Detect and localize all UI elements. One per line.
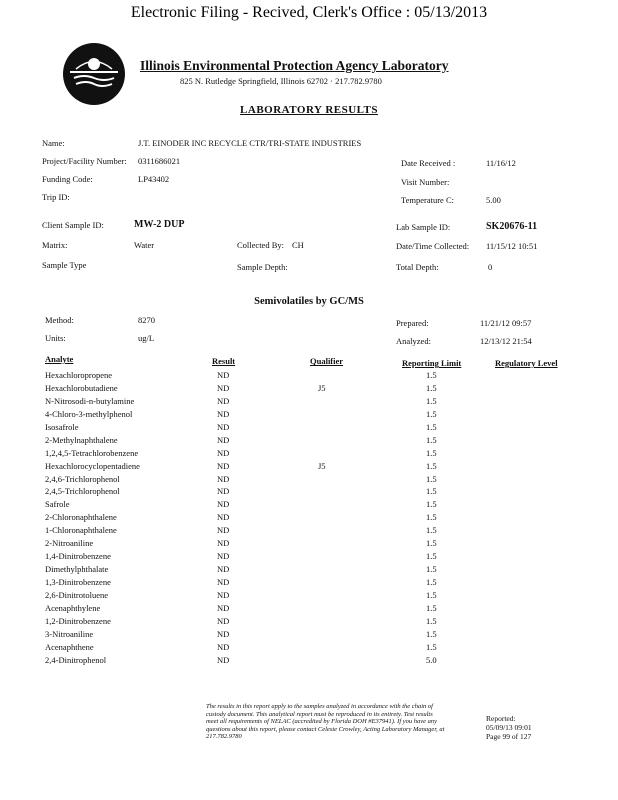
result-cell: ND <box>217 577 230 587</box>
lab-sample-label: Lab Sample ID: <box>396 222 451 232</box>
document-title: LABORATORY RESULTS <box>240 104 378 116</box>
agency-name: Illinois Environmental Protection Agency Laboratory <box>140 58 449 73</box>
result-cell: ND <box>217 615 230 626</box>
page-number: Page 99 of 127 <box>486 732 532 741</box>
reporting-limit-cell: 1.5 <box>426 589 437 600</box>
lab-sample-value: SK20676-11 <box>486 221 538 232</box>
reporting-limit-cell: 1.5 <box>426 434 437 445</box>
units-label: Units: <box>45 333 66 343</box>
method-label: Method: <box>45 315 74 325</box>
table-row <box>0 474 618 487</box>
header-analyte: Analyte <box>45 354 74 364</box>
result-cell: ND <box>217 395 230 406</box>
reporting-limit-cell: 1.5 <box>426 499 437 510</box>
visit-label: Visit Number: <box>401 177 450 187</box>
temperature-value: 5.00 <box>486 195 501 205</box>
result-cell: ND <box>217 551 230 562</box>
reporting-limit-cell: 1.5 <box>426 564 437 575</box>
client-sample-value: MW-2 DUP <box>134 219 185 230</box>
table-row <box>0 370 618 383</box>
table-row <box>0 642 618 655</box>
reporting-limit-cell: 1.5 <box>426 395 437 406</box>
temperature-label: Temperature C: <box>401 195 454 205</box>
table-row <box>0 383 618 396</box>
table-row <box>0 435 618 448</box>
date-collected-label: Date/Time Collected: <box>396 241 470 251</box>
result-cell: ND <box>217 538 230 549</box>
table-row <box>0 396 618 409</box>
analyte-cell: Isosafrole <box>45 421 79 432</box>
funding-label: Funding Code: <box>42 174 93 184</box>
result-cell: ND <box>217 628 230 639</box>
analyzed-value: 12/13/12 21:54 <box>480 336 532 346</box>
reporting-limit-cell: 5.0 <box>426 654 437 665</box>
date-received-value: 11/16/12 <box>486 158 516 168</box>
analyzed-label: Analyzed: <box>396 336 431 346</box>
analyte-cell: Hexachlorocyclopentadiene <box>45 460 140 471</box>
reporting-limit-cell: 1.5 <box>426 421 437 432</box>
result-cell: ND <box>217 421 230 432</box>
analyte-cell: 2,4-Dinitrophenol <box>45 654 107 665</box>
prepared-label: Prepared: <box>396 318 429 328</box>
method-value: 8270 <box>138 315 155 325</box>
project-value: 0311686021 <box>138 156 181 166</box>
results-table <box>0 370 618 668</box>
funding-value: LP43402 <box>138 174 170 184</box>
table-row <box>0 538 618 551</box>
table-row <box>0 448 618 461</box>
reporting-limit-cell: 1.5 <box>426 512 437 523</box>
analyte-cell: 4-Chloro-3-methylphenol <box>45 408 133 419</box>
analyte-cell: 2-Nitroaniline <box>45 538 94 549</box>
analyte-cell: 2,4,5-Trichlorophenol <box>45 486 120 497</box>
sample-depth-label: Sample Depth: <box>237 262 288 272</box>
result-cell: ND <box>217 370 230 380</box>
report-footer <box>486 714 576 741</box>
qualifier-cell: J5 <box>318 382 326 393</box>
table-row <box>0 603 618 616</box>
reporting-limit-cell: 1.5 <box>426 577 437 587</box>
result-cell: ND <box>217 382 230 393</box>
analyte-cell: 1,4-Dinitrobenzene <box>45 551 111 562</box>
reporting-limit-cell: 1.5 <box>426 460 437 471</box>
reporting-limit-cell: 1.5 <box>426 525 437 536</box>
table-row <box>0 512 618 525</box>
analyte-cell: 3-Nitroaniline <box>45 628 94 639</box>
reported-label: Reported: <box>486 714 516 723</box>
prepared-value: 11/21/12 09:57 <box>480 318 532 328</box>
analyte-cell: Dimethylphthalate <box>45 564 109 575</box>
agency-address: 825 N. Rutledge Springfield, Illinois 62702 · 217.782.9780 <box>180 76 382 86</box>
table-row <box>0 499 618 512</box>
matrix-label: Matrix: <box>42 240 68 250</box>
result-cell: ND <box>217 434 230 445</box>
result-cell: ND <box>217 654 230 665</box>
date-received-label: Date Received : <box>401 158 456 168</box>
result-cell: ND <box>217 408 230 419</box>
reporting-limit-cell: 1.5 <box>426 641 437 652</box>
header-result: Result <box>212 356 236 366</box>
table-row <box>0 590 618 603</box>
analyte-cell: 2-Chloronaphthalene <box>45 512 117 523</box>
name-value: J.T. EINODER INC RECYCLE CTR/TRI-STATE INDUSTRIES <box>138 138 362 148</box>
result-cell: ND <box>217 473 230 484</box>
table-row <box>0 486 618 499</box>
reporting-limit-cell: 1.5 <box>426 538 437 549</box>
units-value: ug/L <box>138 333 155 343</box>
table-row <box>0 551 618 564</box>
table-row <box>0 655 618 668</box>
result-cell: ND <box>217 589 230 600</box>
table-row <box>0 616 618 629</box>
agency-seal-icon <box>62 42 126 106</box>
reporting-limit-cell: 1.5 <box>426 408 437 419</box>
result-cell: ND <box>217 512 230 523</box>
reporting-limit-cell: 1.5 <box>426 382 437 393</box>
header-regulatory-level: Regulatory Level <box>495 358 558 368</box>
header-reporting-limit: Reporting Limit <box>402 358 462 368</box>
trip-label: Trip ID: <box>42 192 70 202</box>
result-cell: ND <box>217 460 230 471</box>
reporting-limit-cell: 1.5 <box>426 628 437 639</box>
analyte-cell: 1,2-Dinitrobenzene <box>45 615 111 626</box>
project-label: Project/Facility Number: <box>42 156 127 166</box>
analyte-cell: 1,2,4,5-Tetrachlorobenzene <box>45 447 139 458</box>
collected-by-label: Collected By: <box>237 240 284 250</box>
reporting-limit-cell: 1.5 <box>426 551 437 562</box>
table-row <box>0 422 618 435</box>
analyte-cell: 1,3-Dinitrobenzene <box>45 577 111 587</box>
analyte-cell: 2,6-Dinitrotoluene <box>45 589 109 600</box>
analyte-cell: Acenaphthene <box>45 641 94 652</box>
qualifier-cell: J5 <box>318 460 326 471</box>
table-row <box>0 577 618 590</box>
reporting-limit-cell: 1.5 <box>426 486 437 497</box>
total-depth-label: Total Depth: <box>396 262 439 272</box>
table-row <box>0 461 618 474</box>
sample-type-label: Sample Type <box>42 260 87 270</box>
table-row <box>0 629 618 642</box>
section-title: Semivolatiles by GC/MS <box>254 296 364 307</box>
result-cell: ND <box>217 486 230 497</box>
analyte-cell: N-Nitrosodi-n-butylamine <box>45 395 135 406</box>
analyte-cell: 2,4,6-Trichlorophenol <box>45 473 120 484</box>
result-cell: ND <box>217 564 230 575</box>
result-cell: ND <box>217 641 230 652</box>
result-cell: ND <box>217 525 230 536</box>
date-collected-value: 11/15/12 10:51 <box>486 241 538 251</box>
analyte-cell: 1-Chloronaphthalene <box>45 525 117 536</box>
table-row <box>0 409 618 422</box>
reporting-limit-cell: 1.5 <box>426 602 437 613</box>
reporting-limit-cell: 1.5 <box>426 447 437 458</box>
collected-by-value: CH <box>292 240 304 250</box>
analyte-cell: Hexachlorobutadiene <box>45 382 118 393</box>
analyte-cell: Acenaphthylene <box>45 602 101 613</box>
result-cell: ND <box>217 499 230 510</box>
matrix-value: Water <box>134 240 155 250</box>
header-qualifier: Qualifier <box>310 356 344 366</box>
electronic-filing-banner: Electronic Filing - Recived, Clerk's Office : 05/13/2013 <box>130 4 488 21</box>
analyte-cell: 2-Methylnaphthalene <box>45 434 118 445</box>
table-row <box>0 525 618 538</box>
reporting-limit-cell: 1.5 <box>426 615 437 626</box>
client-sample-label: Client Sample ID: <box>42 220 104 230</box>
table-row <box>0 564 618 577</box>
analyte-cell: Hexachloropropene <box>45 370 113 380</box>
reporting-limit-cell: 1.5 <box>426 370 437 380</box>
name-label: Name: <box>42 138 65 148</box>
total-depth-value: 0 <box>488 262 493 272</box>
report-footnote: The results in this report apply to the samples analyzed in accordance with the chain of custody document. This analytical report must be reproduced in its entirety. Test results meet all requirements of NELAC (accredited by Florida DOH #E37941). If you have any questions about this report, please contact Celeste Crowley, Acting Laboratory Manager, at 217.782.9780 <box>206 703 445 741</box>
reporting-limit-cell: 1.5 <box>426 473 437 484</box>
reported-value: 05/09/13 09:01 <box>486 723 532 732</box>
result-cell: ND <box>217 602 230 613</box>
analyte-cell: Safrole <box>45 499 70 510</box>
result-cell: ND <box>217 447 230 458</box>
